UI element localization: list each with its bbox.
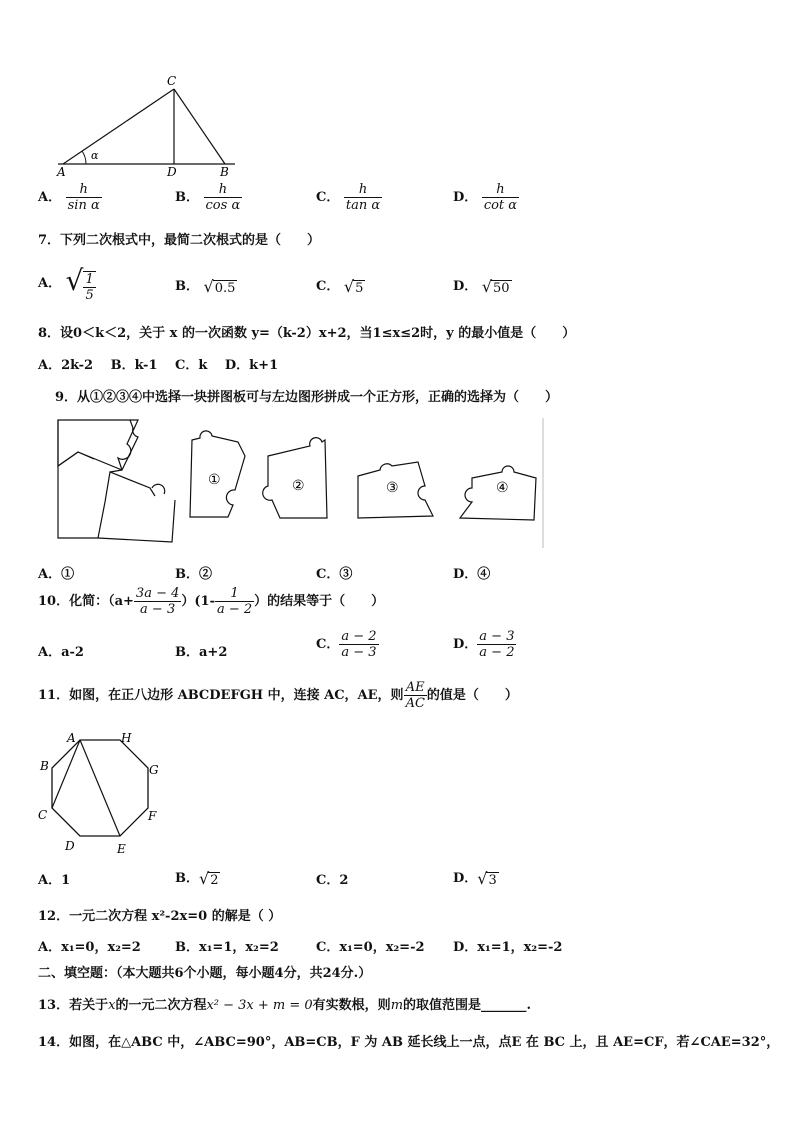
q6-option-d[interactable]: D． $\frac{h}{\text{cot α}}$ — [453, 182, 518, 213]
q7-stem: 7．下列二次根式中，最简二次根式的是（ ） — [38, 233, 321, 248]
q10-option-b[interactable]: B．a+2 — [175, 645, 228, 660]
q7-option-d[interactable]: D． √50 — [453, 277, 510, 296]
label-D: D — [167, 165, 177, 179]
q12-option-b[interactable]: B．x₁=1，x₂=2 — [175, 940, 279, 955]
q13-stem: 13．若关于x的一元二次方程x² − 3x + m = 0有实数根，则m的取值范围是_______. — [38, 998, 532, 1013]
q10-option-a[interactable]: A．a-2 — [38, 645, 84, 660]
puzzle-label-4: ④ — [496, 480, 509, 496]
q10-stem: 10．化简：（a+ $\frac{3a - 4}{a - 3}$ ）(1- $\frac{1}{a - 2}$ ）的结果等于（ ） — [38, 586, 385, 617]
octagon-figure — [35, 728, 170, 858]
svg-text:E: E — [117, 842, 126, 856]
puzzle-label-3: ③ — [386, 480, 399, 496]
label-C: C — [167, 74, 177, 88]
label-alpha: α — [91, 149, 99, 162]
q10-option-d[interactable]: D． $\frac{a - 3}{a - 2}$ — [453, 629, 515, 660]
svg-text:F: F — [148, 809, 157, 823]
q11-option-a[interactable]: A．1 — [38, 873, 71, 888]
puzzle-figure — [40, 410, 560, 555]
q12-option-d[interactable]: D．x₁=1，x₂=-2 — [453, 940, 563, 955]
svg-text:H: H — [121, 731, 132, 745]
q9-option-b[interactable]: B．② — [175, 567, 212, 582]
label-B: B — [220, 165, 229, 179]
q11-option-c[interactable]: C．2 — [316, 873, 349, 888]
q14-stem: 14．如图，在△ABC 中，∠ABC=90°，AB=CB，F 为 AB 延长线上一点，点E 在 BC 上，且 AE=CF，若∠CAE=32°， — [38, 1035, 780, 1050]
svg-text:C: C — [38, 808, 48, 822]
q9-option-d[interactable]: D．④ — [453, 567, 491, 582]
q8-stem: 8．设0＜k＜2，关于 x 的一次函数 y=（k-2）x+2，当1≤x≤2时，y 的最小值是（ ） — [38, 326, 576, 341]
q12-stem: 12．一元二次方程 x²-2x=0 的解是（ ） — [38, 909, 282, 924]
svg-text:G: G — [149, 763, 159, 777]
svg-text:A: A — [67, 731, 76, 745]
q11-option-b[interactable]: B．√2 — [175, 869, 219, 888]
q12-option-c[interactable]: C．x₁=0，x₂=-2 — [316, 940, 425, 955]
svg-text:B: B — [40, 759, 49, 773]
triangle-figure — [50, 70, 250, 180]
q6-option-c[interactable]: C． $\frac{h}{\text{tan α}}$ — [316, 182, 381, 213]
puzzle-label-2: ② — [292, 478, 305, 494]
q9-option-a[interactable]: A．① — [38, 567, 75, 582]
q7-option-a[interactable]: A． √ $\frac{1}{5}$ — [38, 264, 94, 303]
svg-text:D: D — [65, 839, 75, 853]
q8-options[interactable]: A．2k-2 B．k-1 C．k D．k+1 — [38, 358, 279, 373]
puzzle-label-1: ① — [208, 472, 221, 488]
q6-option-b[interactable]: B． $\frac{h}{\text{cos α}}$ — [175, 182, 241, 213]
section-2-title: 二、填空题：（本大题共6个小题，每小题4分，共24分.） — [38, 966, 372, 981]
q6-option-a[interactable]: A． $\frac{h}{\text{sin α}}$ — [38, 182, 100, 213]
q7-option-b[interactable]: B． √0.5 — [175, 277, 236, 296]
q9-option-c[interactable]: C．③ — [316, 567, 353, 582]
q10-option-c[interactable]: C． $\frac{a - 2}{a - 3}$ — [316, 629, 377, 660]
q11-stem: 11．如图，在正八边形 ABCDEFGH 中，连接 AC，AE，则 $\frac{AE}{AC}$ 的值是（ ） — [38, 680, 518, 711]
q7-option-c[interactable]: C． √5 — [316, 277, 364, 296]
q12-option-a[interactable]: A．x₁=0，x₂=2 — [38, 940, 141, 955]
q11-option-d[interactable]: D．√3 — [453, 869, 497, 888]
q9-stem: 9．从①②③④中选择一块拼图板可与左边图形拼成一个正方形，正确的选择为（ ） — [55, 390, 559, 405]
label-A: A — [57, 165, 66, 179]
